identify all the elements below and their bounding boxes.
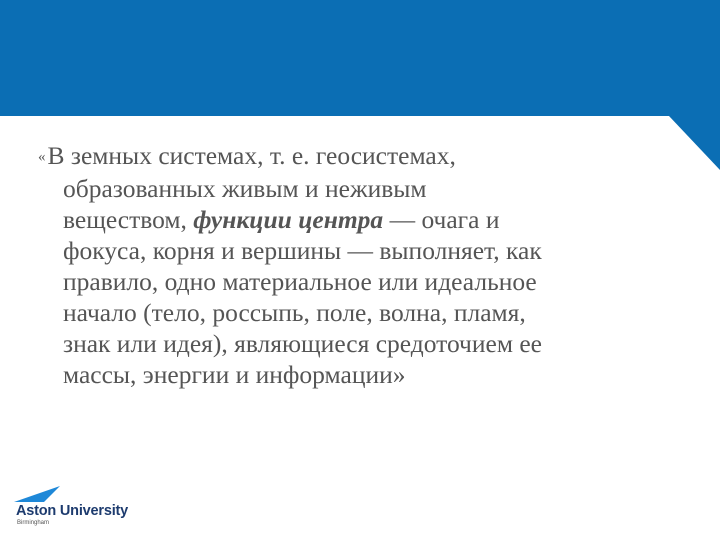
header-band bbox=[0, 0, 720, 116]
quote-block bbox=[38, 140, 678, 390]
emphasized-term: функции центра bbox=[193, 205, 384, 234]
quote-line-7: знак или идея), являющиеся средоточием ее bbox=[63, 329, 542, 358]
logo-name: Aston University bbox=[16, 503, 129, 519]
quote-line-3: веществом, функции центра — очага и bbox=[63, 205, 500, 234]
quote-body bbox=[38, 173, 678, 390]
quote-line-6: начало (тело, россыпь, поле, волна, пламя, bbox=[63, 298, 526, 327]
quote-line-8: массы, энергии и информации» bbox=[63, 360, 406, 389]
logo-subtitle: Birmingham bbox=[17, 520, 50, 526]
quote-line-5: правило, одно материальное или идеальное bbox=[63, 267, 537, 296]
quote-line-2: образованных живым и неживым bbox=[63, 174, 427, 203]
quote-line-4: фокуса, корня и вершины — выполняет, как bbox=[63, 236, 542, 265]
university-logo bbox=[14, 486, 134, 530]
logo-mark-icon bbox=[14, 486, 60, 504]
open-quote-mark: « bbox=[38, 149, 46, 165]
quote-line-1: «В земных системах, т. е. геосистемах, bbox=[38, 141, 456, 170]
